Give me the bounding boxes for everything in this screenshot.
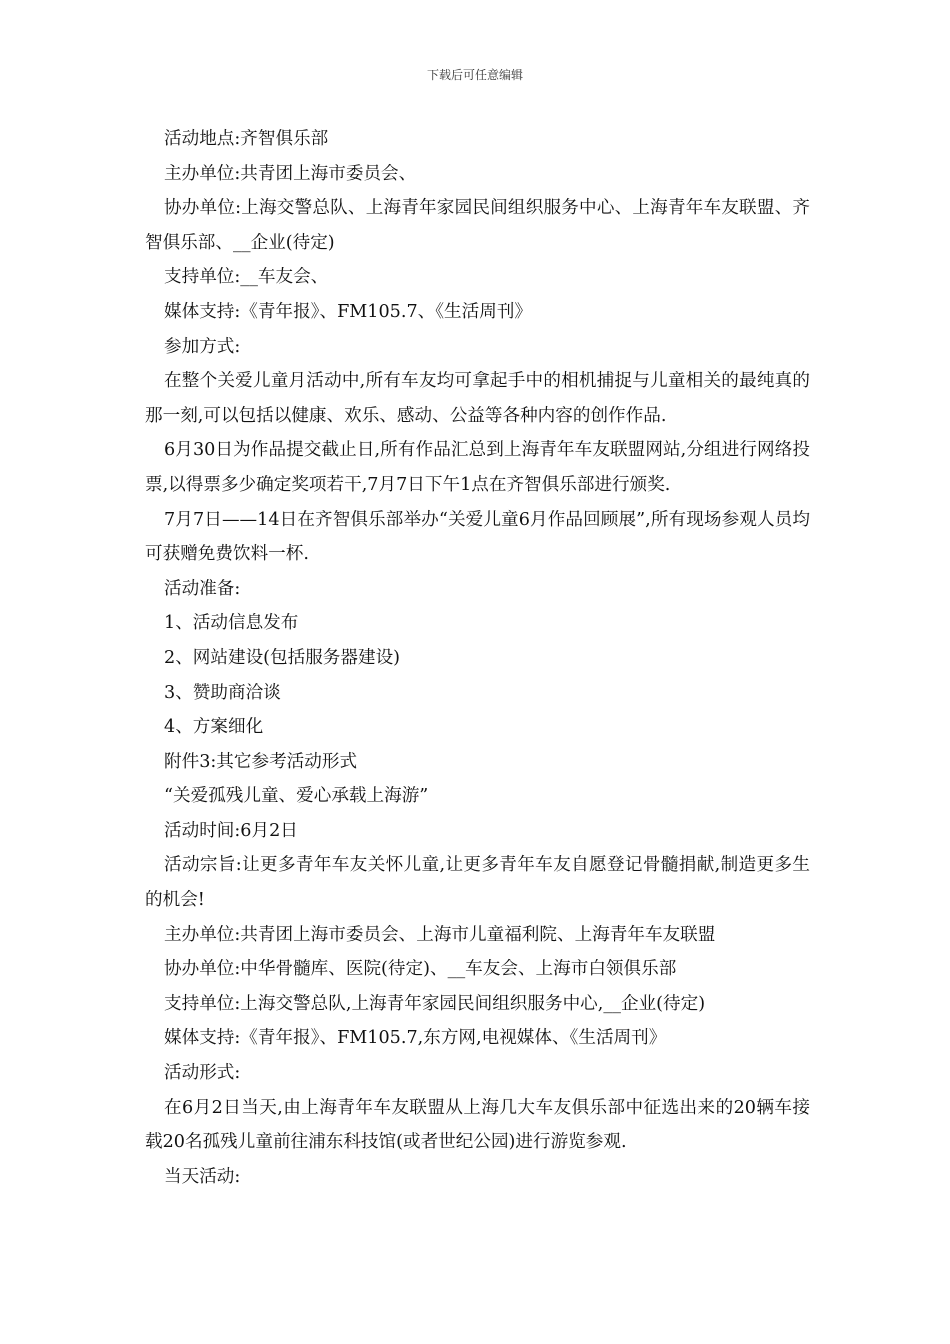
paragraph-exhibition: 7月7日——14日在齐智俱乐部举办“关爱儿童6月作品回顾展”,所有现场参观人员均可获赠免费饮料一杯. xyxy=(145,509,810,565)
list-item: 2、网站建设(包括服务器建设) xyxy=(164,647,401,668)
paragraph-submission-deadline: 6月30日为作品提交截止日,所有作品汇总到上海青年车友联盟网站,分组进行网络投票,以得票多少确定奖项若干,7月7日下午1点在齐智俱乐部进行颁奖. xyxy=(145,440,810,495)
list-item: 4、方案细化 xyxy=(164,717,264,738)
paragraph-event-media: 媒体支持:《青年报》、FM105.7,东方网,电视媒体、《生活周刊》 xyxy=(164,1028,667,1049)
paragraph-event-time: 活动时间:6月2日 xyxy=(164,820,298,841)
list-item: 1、活动信息发布 xyxy=(164,613,299,634)
paragraph-event-format-heading: 活动形式: xyxy=(164,1063,241,1084)
paragraph-event-format-detail: 在6月2日当天,由上海青年车友联盟从上海几大车友俱乐部中征选出来的20辆车接载20名孤残儿童前往浦东科技馆(或者世纪公园)进行游览参观. xyxy=(145,1097,810,1153)
paragraph-co-organizers: 协办单位:上海交警总队、上海青年家园民间组织服务中心、上海青年车友联盟、齐智俱乐部、__企业(待定) xyxy=(145,198,810,253)
paragraph-media-support: 媒体支持:《青年报》、FM105.7、《生活周刊》 xyxy=(164,301,533,322)
paragraph-event-supporters: 支持单位:上海交警总队,上海青年家园民间组织服务中心,__企业(待定) xyxy=(164,993,706,1014)
paragraph-host: 主办单位:共青团上海市委员会、 xyxy=(164,163,417,184)
paragraph-event-host: 主办单位:共青团上海市委员会、上海市儿童福利院、上海青年车友联盟 xyxy=(164,924,716,945)
page-header: 下载后可任意编辑 xyxy=(426,68,523,82)
paragraph-participation-heading: 参加方式: xyxy=(164,336,241,357)
paragraph-event-purpose: 活动宗旨:让更多青年车友关怀儿童,让更多青年车友自愿登记骨髓捐献,制造更多生的机会! xyxy=(145,855,810,911)
paragraph-activity-location: 活动地点:齐智俱乐部 xyxy=(164,129,329,149)
document-body xyxy=(145,122,810,1194)
paragraph-supporters: 支持单位:__车友会、 xyxy=(164,267,329,288)
paragraph-day-activities-heading: 当天活动: xyxy=(164,1166,241,1187)
paragraph-preparation-heading: 活动准备: xyxy=(164,578,241,599)
paragraph-event-co-organizers: 协办单位:中华骨髓库、医院(待定)、__车友会、上海市白领俱乐部 xyxy=(164,959,677,980)
list-item: 3、赞助商洽谈 xyxy=(164,682,281,703)
paragraph-appendix-title: 附件3:其它参考活动形式 xyxy=(164,751,358,772)
paragraph-participation-detail: 在整个关爱儿童月活动中,所有车友均可拿起手中的相机捕捉与儿童相关的最纯真的那一刻,可以包括以健康、欢乐、感动、公益等各种内容的创作作品. xyxy=(145,371,810,426)
paragraph-event-name: “关爱孤残儿童、爱心承载上海游” xyxy=(164,786,429,807)
